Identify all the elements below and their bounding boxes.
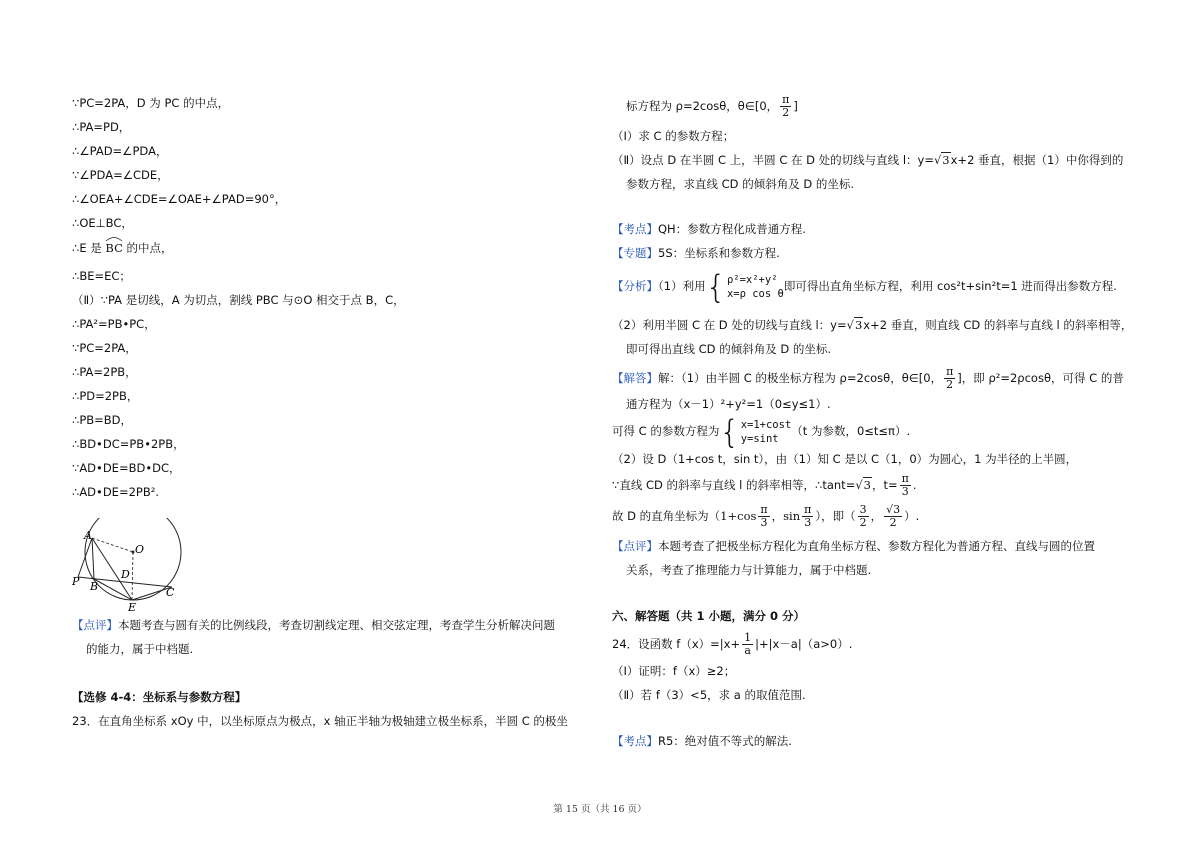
comment-line — [72, 617, 555, 633]
proof-line: ∵PC=2PA， — [72, 341, 137, 355]
bracket: ] — [793, 99, 798, 113]
polar-eq-text: 标方程为 ρ=2cosθ，θ∈[0， — [626, 99, 779, 113]
question-part-2 — [612, 152, 1123, 168]
frac-num: 1 — [744, 631, 752, 644]
page-footer: 第 15 页（共 16 页） — [553, 804, 647, 815]
fenxi-text: （2）利用半圆 C 在 D 处的切线与直线 l：y= — [612, 318, 847, 332]
section-title: 【选修 4-4：坐标系与参数方程】 — [72, 690, 247, 704]
fenxi-line-2 — [612, 317, 1132, 333]
q24-text: |+|x－a|（a>0）. — [755, 637, 853, 651]
proof-line: ∴AD•DE=2PB². — [72, 485, 159, 499]
sqrt-radicand: 3 — [942, 153, 950, 167]
brace-icon: { — [719, 412, 740, 451]
section-six-title: 六、解答题（共 1 小题，满分 0 分） — [612, 609, 806, 623]
system-row: x=1+cost — [740, 418, 792, 431]
fraction-pi-2 — [780, 94, 791, 119]
label-p: P — [72, 575, 80, 588]
proof-line: ∴PA=2PB， — [72, 365, 137, 379]
fenxi-text: 即可得出直角坐标方程，利用 cos²t+sin²t=1 进而得出参数方程. — [783, 279, 1117, 293]
question-24-part-2: （Ⅱ）若 f（3）<5，求 a 的取值范围. — [612, 688, 806, 702]
brace-icon: { — [705, 267, 726, 306]
fraction-3-2 — [858, 504, 869, 529]
question-23: 23．在直角坐标系 xOy 中，以坐标原点为极点，x 轴正半轴为极轴建立极坐标系，半圆 C 的极坐 — [72, 714, 568, 728]
proof-line: （Ⅱ）∵PA 是切线，A 为切点，割线 PBC 与⊙O 相交于点 B，C， — [72, 293, 405, 307]
label-c: C — [166, 586, 175, 599]
question-24-part-1: （Ⅰ）证明：f（x）≥2； — [612, 664, 736, 678]
dianping-line-2: 关系，考查了推理能力与计算能力，属于中档题. — [626, 563, 872, 577]
jieda-text: ），即（ — [815, 509, 856, 523]
tangent-pa — [78, 538, 92, 577]
fraction-pi-3 — [758, 504, 769, 529]
fenxi-text: （1）利用 — [658, 279, 706, 293]
radius-oa — [92, 538, 133, 552]
circle-diagram — [72, 518, 192, 613]
radius-oe — [132, 552, 133, 600]
equation-system — [741, 418, 792, 446]
frac-den: 3 — [901, 485, 909, 498]
label-d: D — [121, 568, 130, 581]
fenxi-text: x+2 垂直，则直线 CD 的斜率与直线 l 的斜率相等， — [863, 318, 1133, 332]
label-e: E — [128, 601, 137, 613]
frac-den: 3 — [760, 516, 768, 529]
label-o: O — [135, 543, 145, 556]
sqrt-symbol: √ — [846, 318, 854, 332]
frac-den: 2 — [889, 516, 897, 529]
jieda-text: 可得 C 的参数方程为 — [612, 424, 720, 438]
frac-den: 3 — [804, 516, 812, 529]
proof-line: ∵∠PDA=∠CDE， — [72, 168, 169, 182]
jieda-line-6 — [612, 500, 919, 532]
comment-line: 的能力，属于中档题. — [86, 642, 194, 656]
comment-tag: 【点评】 — [72, 618, 118, 632]
fraction-pi-3 — [900, 473, 911, 498]
jieda-text: . — [912, 478, 917, 492]
jieda-line-3 — [612, 412, 911, 451]
proof-line: ∴OE⊥BC， — [72, 216, 133, 230]
jieda-tag: 【解答】 — [612, 371, 658, 385]
kaodian-text: QH：参数方程化成普通方程. — [658, 222, 806, 236]
polar-eq-line — [626, 94, 798, 119]
frac-num: π — [782, 93, 790, 106]
jieda-text: 故 D 的直角坐标为 — [612, 509, 709, 523]
fenxi-line-3: 即可得出直线 CD 的倾斜角及 D 的坐标. — [626, 342, 832, 356]
jieda-line — [612, 366, 1124, 391]
label-b: B — [90, 580, 99, 593]
kaodian-line-2 — [612, 733, 792, 749]
proof-line: ∴∠PAD=∠PDA， — [72, 144, 168, 158]
fenxi-tag: 【分析】 — [612, 279, 658, 293]
proof-line: ∴PA²=PB•PC， — [72, 317, 156, 331]
proof-line: ∴BD•DC=PB•2PB， — [72, 437, 185, 451]
zhuanti-line — [612, 245, 780, 261]
fraction-1-a — [742, 632, 753, 657]
q2-text: （Ⅱ）设点 D 在半圆 C 上，半圆 C 在 D 处的切线与直线 l：y= — [612, 153, 934, 167]
coord-text: （1+cos — [708, 509, 757, 523]
question-part-1: （Ⅰ）求 C 的参数方程； — [612, 129, 735, 143]
question-part-2-cont: 参数方程，求直线 CD 的倾斜角及 D 的坐标. — [626, 177, 855, 191]
kaodian-tag: 【考点】 — [612, 222, 658, 236]
frac-num: π — [946, 365, 954, 378]
frac-num: √3 — [886, 503, 901, 516]
frac-den: 2 — [782, 106, 790, 119]
question-24 — [612, 630, 852, 658]
jieda-text: 解：（1）由半圆 C 的极坐标方程为 ρ=2cosθ，θ∈[0， — [658, 371, 943, 385]
frac-num: 3 — [859, 503, 867, 516]
fraction-sqrt3-2 — [884, 504, 902, 529]
proof-text: ∴E 是 — [72, 241, 102, 255]
jieda-text: ， — [870, 509, 883, 523]
geometry-figure — [72, 518, 192, 616]
sqrt-radicand: 3 — [863, 478, 871, 492]
jieda-line-4: （2）设 D（1+cos t，sin t），由（1）知 C 是以 C（1，0）为圆心，1 为半径的上半圆， — [612, 452, 1078, 466]
frac-den: 2 — [859, 516, 867, 529]
proof-line: ∵AD•DE=BD•DC， — [72, 461, 181, 475]
dianping-text: 本题考查了把极坐标方程化为直角坐标方程、参数方程化为普通方程、直线与圆的位置 — [658, 539, 1095, 553]
fenxi-line — [612, 268, 1117, 304]
equation-system — [727, 273, 784, 301]
sqrt-symbol: √ — [855, 478, 863, 492]
sqrt-radicand: 3 — [854, 318, 863, 332]
kaodian-tag: 【考点】 — [612, 734, 658, 748]
arc-bc — [105, 240, 122, 256]
dianping-line — [612, 538, 1095, 554]
system-row: y=sint — [740, 432, 779, 445]
jieda-text: （t 为参数，0≤t≤π）. — [791, 424, 911, 438]
jieda-text: ，t= — [871, 478, 898, 492]
proof-line-arc — [72, 240, 173, 256]
zhuanti-tag: 【专题】 — [612, 246, 658, 260]
system-row: x=ρ cos θ — [726, 287, 784, 300]
jieda-text: ]，即 ρ²=2ρcosθ，可得 C 的普 — [957, 371, 1124, 385]
jieda-line-5 — [612, 470, 917, 500]
q2-text: x+2 垂直，根据（1）中你得到的 — [950, 153, 1124, 167]
fraction-pi-2 — [944, 366, 955, 391]
arc-icon — [105, 236, 123, 242]
fraction-pi-3 — [802, 504, 813, 529]
kaodian-text: R5：绝对值不等式的解法. — [658, 734, 792, 748]
dianping-tag: 【点评】 — [612, 539, 658, 553]
jieda-text: ∵直线 CD 的斜率与直线 l 的斜率相等，∴tant= — [612, 478, 856, 492]
proof-line: ∴PD=2PB， — [72, 389, 139, 403]
frac-den: 2 — [946, 378, 954, 391]
comment-text: 本题考查与圆有关的比例线段，考查切割线定理、相交弦定理，考查学生分析解决问题 — [118, 618, 555, 632]
jieda-line-2: 通方程为（x－1）²+y²=1（0≤y≤1）. — [626, 397, 831, 411]
proof-line: ∴PB=BD， — [72, 413, 133, 427]
jieda-text: ）. — [904, 509, 920, 523]
system-row: ρ²=x²+y² — [726, 273, 778, 286]
proof-line: ∴∠OEA+∠CDE=∠OAE+∠PAD=90°， — [72, 192, 287, 206]
chord-ab — [92, 538, 94, 579]
kaodian-line — [612, 221, 806, 237]
proof-text: 的中点， — [126, 241, 173, 255]
coord-text: ，sin — [771, 509, 801, 523]
frac-num: π — [804, 503, 812, 516]
q24-text: 24．设函数 f（x）=|x+ — [612, 637, 741, 651]
proof-line: ∴BE=EC； — [72, 269, 131, 283]
proof-line: ∵PC=2PA，D 为 PC 的中点， — [72, 96, 230, 110]
arc-label: BC — [105, 241, 123, 255]
zhuanti-text: 5S：坐标系和参数方程. — [658, 246, 780, 260]
frac-num: π — [760, 503, 768, 516]
frac-num: π — [901, 472, 909, 485]
proof-line: ∴PA=PD， — [72, 120, 131, 134]
frac-den: a — [744, 644, 751, 657]
label-a: A — [84, 529, 92, 542]
sqrt-symbol: √ — [933, 153, 942, 167]
